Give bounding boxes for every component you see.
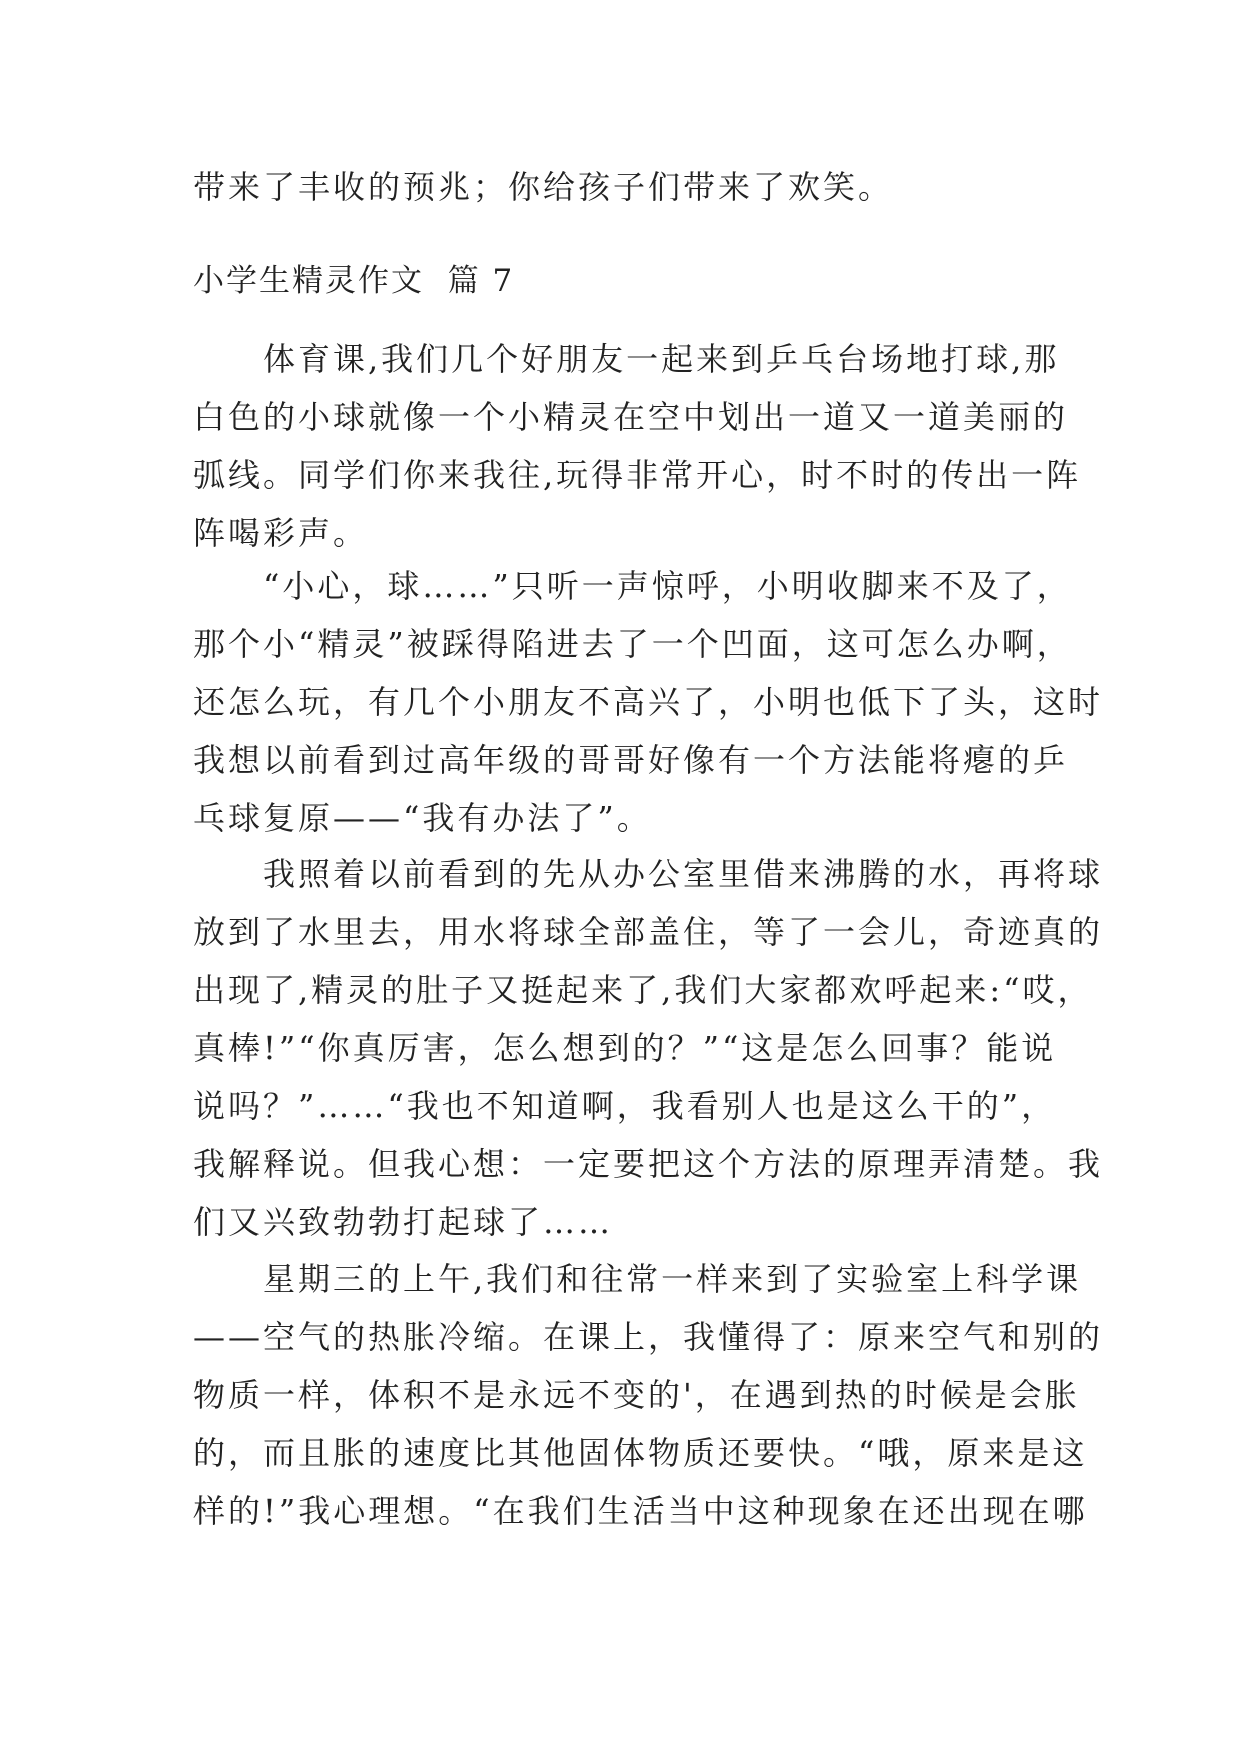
- paragraph-3: [193, 845, 1104, 1251]
- text-line: 物质一样，体积不是永远不变的'，在遇到热的时候是会胀: [193, 1376, 1080, 1414]
- text-line: 那个小“精灵”被踩得陷进去了一个凹面，这可怎么办啊，: [193, 625, 1072, 663]
- text-line: 阵喝彩声。: [193, 514, 369, 552]
- paragraph-4: [193, 1250, 1104, 1540]
- text-line: 们又兴致勃勃打起球了……: [193, 1203, 614, 1241]
- paragraph-2: [193, 557, 1104, 847]
- text-line: “小心，球……”只听一声惊呼，小明收脚来不及了，: [263, 567, 1072, 605]
- paragraph-1: [193, 330, 1082, 562]
- text-line: 弧线。同学们你来我往,玩得非常开心，时不时的传出一阵: [193, 456, 1082, 494]
- text-line: 乓球复原——“我有办法了”。: [193, 799, 652, 837]
- text-line: 星期三的上午,我们和往常一样来到了实验室上科学课: [263, 1260, 1082, 1298]
- text-line: 白色的小球就像一个小精灵在空中划出一道又一道美丽的: [193, 398, 1069, 436]
- text-line: 放到了水里去，用水将球全部盖住，等了一会儿，奇迹真的: [193, 913, 1104, 951]
- text-line: ——空气的热胀冷缩。在课上，我懂得了：原来空气和别的: [193, 1318, 1104, 1356]
- text-line: 出现了,精灵的肚子又挺起来了,我们大家都欢呼起来:“哎，: [193, 971, 1093, 1009]
- text-line: 我想以前看到过高年级的哥哥好像有一个方法能将瘪的乒: [193, 741, 1069, 779]
- text-line: 还怎么玩，有几个小朋友不高兴了，小明也低下了头，这时: [193, 683, 1104, 721]
- text-line: 真棒!”“你真厉害，怎么想到的？”“这是怎么回事？能说: [193, 1029, 1057, 1067]
- text-line: 的，而且胀的速度比其他固体物质还要快。“哦，原来是这: [193, 1434, 1088, 1472]
- text-line: 样的!”我心理想。“在我们生活当中这种现象在还出现在哪: [193, 1492, 1088, 1530]
- text-line: 带来了丰收的预兆；你给孩子们带来了欢笑。: [193, 168, 894, 206]
- text-line: 我解释说。但我心想：一定要把这个方法的原理弄清楚。我: [193, 1145, 1104, 1183]
- continuation-text: [193, 158, 1053, 216]
- text-line: 体育课,我们几个好朋友一起来到乒乓台场地打球,那: [263, 340, 1060, 378]
- section-heading: [193, 252, 1053, 310]
- heading-text: 小学生精灵作文 篇 7: [193, 263, 515, 299]
- text-line: 我照着以前看到的先从办公室里借来沸腾的水，再将球: [263, 855, 1104, 893]
- text-line: 说吗？”……“我也不知道啊，我看别人也是这么干的”，: [193, 1087, 1057, 1125]
